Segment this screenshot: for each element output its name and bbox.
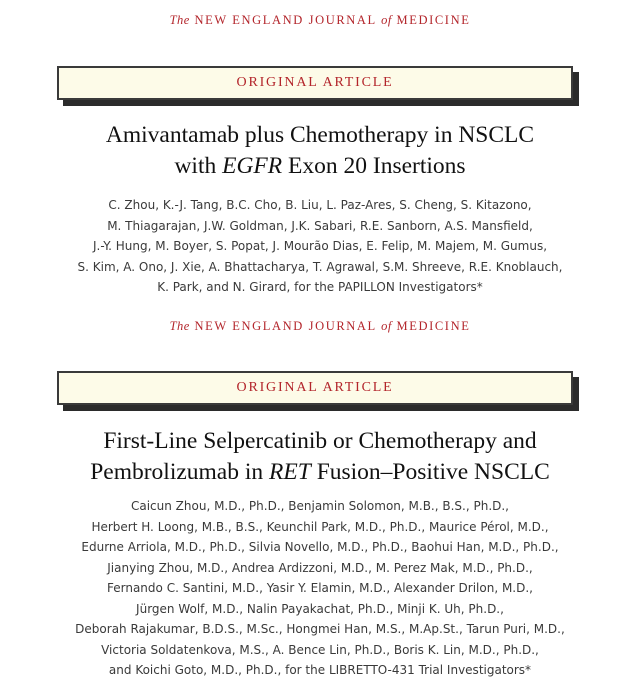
title-gene: RET bbox=[269, 459, 311, 485]
journal-name: NEW ENGLAND JOURNAL bbox=[194, 13, 377, 27]
journal-of: of bbox=[381, 13, 392, 27]
author-line: and Koichi Goto, M.D., Ph.D., for the LIBRETTO-431 Trial Investigators* bbox=[108, 663, 532, 677]
author-line: M. Thiagarajan, J.W. Goldman, J.K. Sabari, R.E. Sanborn, A.S. Mansfield, bbox=[107, 218, 533, 233]
title-line-2 bbox=[0, 457, 640, 488]
author-line: Edurne Arriola, M.D., Ph.D., Silvia Novello, M.D., Ph.D., Baohui Han, M.D., Ph.D., bbox=[81, 540, 559, 554]
title-line-2-post: Fusion–Positive NSCLC bbox=[310, 459, 550, 485]
journal-name: NEW ENGLAND JOURNAL bbox=[194, 319, 377, 333]
title-line-2-pre: Pembrolizumab in bbox=[90, 459, 270, 485]
title-line-1: First-Line Selpercatinib or Chemotherapy and bbox=[103, 428, 537, 454]
title-gene: EGFR bbox=[222, 153, 283, 179]
journal-name-last: MEDICINE bbox=[396, 13, 471, 27]
author-line: Fernando C. Santini, M.D., Yasir Y. Elamin, M.D., Alexander Drilon, M.D., bbox=[107, 581, 533, 595]
title-line-2-post: Exon 20 Insertions bbox=[282, 153, 466, 179]
banner bbox=[57, 66, 577, 103]
journal-prefix: The bbox=[169, 13, 190, 27]
author-line: K. Park, and N. Girard, for the PAPILLON Investigators* bbox=[157, 280, 483, 294]
author-line: J.-Y. Hung, M. Boyer, S. Popat, J. Mourão Dias, E. Felip, M. Majem, M. Gumus, bbox=[92, 239, 548, 253]
author-line: Jürgen Wolf, M.D., Nalin Payakachat, Ph.D., Minji K. Uh, Ph.D., bbox=[136, 601, 504, 616]
title-line-2-pre: with bbox=[174, 153, 223, 179]
author-line: C. Zhou, K.-J. Tang, B.C. Cho, B. Liu, L. Paz-Ares, S. Cheng, S. Kitazono, bbox=[108, 198, 532, 212]
author-list bbox=[0, 496, 640, 681]
author-line: Deborah Rajakumar, B.D.S., M.Sc., Hongmei Han, M.S., M.Ap.St., Tarun Puri, M.D., bbox=[75, 622, 565, 636]
journal-name-last: MEDICINE bbox=[396, 319, 471, 333]
banner-label: ORIGINAL ARTICLE bbox=[57, 66, 573, 100]
journal-of: of bbox=[381, 319, 392, 333]
journal-header bbox=[0, 317, 640, 335]
banner-label: ORIGINAL ARTICLE bbox=[57, 371, 573, 405]
author-line: Herbert H. Loong, M.B., B.S., Keunchil Park, M.D., Ph.D., Maurice Pérol, M.D., bbox=[91, 519, 549, 534]
author-line: Jianying Zhou, M.D., Andrea Ardizzoni, M.D., M. Perez Mak, M.D., Ph.D., bbox=[107, 560, 533, 575]
journal-header bbox=[0, 11, 640, 29]
title-line-2 bbox=[0, 151, 640, 182]
author-list bbox=[0, 195, 640, 298]
journal-prefix: The bbox=[169, 319, 190, 333]
author-line: S. Kim, A. Ono, J. Xie, A. Bhattacharya, T. Agrawal, S.M. Shreeve, R.E. Knoblauch, bbox=[77, 259, 563, 274]
article-title bbox=[0, 426, 640, 488]
banner bbox=[57, 371, 577, 408]
article-title bbox=[0, 120, 640, 182]
author-line: Victoria Soldatenkova, M.S., A. Bence Lin, Ph.D., Boris K. Lin, M.D., Ph.D., bbox=[101, 642, 539, 657]
author-line: Caicun Zhou, M.D., Ph.D., Benjamin Solomon, M.B., B.S., Ph.D., bbox=[130, 499, 509, 513]
title-line-1: Amivantamab plus Chemotherapy in NSCLC bbox=[105, 122, 535, 148]
